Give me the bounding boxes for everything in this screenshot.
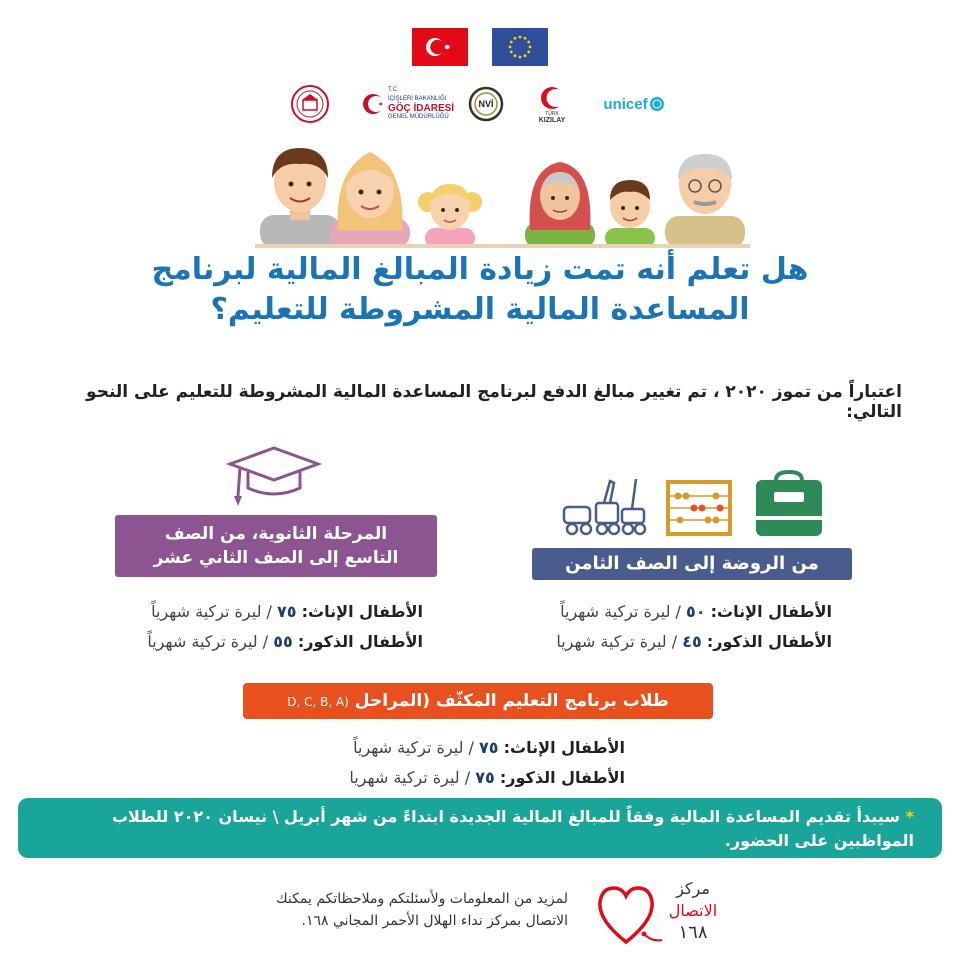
red-crescent-icon: [539, 85, 565, 111]
call-center-label: [660, 878, 726, 944]
girls-value: ٧٥: [277, 602, 297, 621]
girls-label: الأطفال الإناث:: [301, 602, 423, 621]
mother-figure: [330, 152, 410, 248]
unicef-text: unicef: [603, 95, 648, 113]
girl-figure: [418, 184, 482, 248]
father-figure: [260, 148, 340, 248]
eu-flag-icon: [492, 28, 548, 66]
nvi-logo: [466, 82, 506, 126]
goc-main: GÖÇ İDARESİ: [387, 103, 455, 114]
note-asterisk: *: [905, 807, 914, 826]
girls-unit: / ليرة تركية شهرياً: [560, 602, 681, 621]
call-center-number: ١٦٨: [678, 922, 708, 943]
boys-value: ٧٥: [475, 768, 495, 787]
primary-band: من الروضة إلى الصف الثامن: [532, 548, 852, 580]
boys-value: ٤٥: [682, 632, 702, 651]
intro-text: اعتباراً من تموز ٢٠٢٠ ، تم تغيير مبالغ الدفع لبرنامج المساعدة المالية المشروطة للتعليم على النحو التالي:: [86, 382, 902, 422]
boys-label: الأطفال الذكور:: [706, 632, 832, 651]
primary-girls-row: [532, 597, 832, 627]
intensive-girls-row: [305, 733, 625, 763]
secondary-boys-row: [123, 627, 423, 657]
boys-value: ٥٥: [273, 632, 293, 651]
graduation-cap-icon: [226, 444, 322, 510]
secondary-band: [115, 515, 437, 577]
toy-train-icon: [560, 473, 650, 539]
primary-amounts: [532, 597, 832, 657]
kizilay-line1: TÜRK: [545, 110, 559, 117]
goc-idaresi-logo: [358, 82, 458, 126]
goc-line2: İÇİŞLERİ BAKANLIĞI: [387, 96, 447, 102]
goc-crescent-icon: [362, 89, 384, 119]
headline: [120, 250, 840, 330]
boys-label: الأطفال الذكور:: [499, 768, 625, 787]
ministry-of-education-logo-icon: [288, 82, 332, 126]
abacus-icon: [664, 478, 734, 538]
girls-unit: / ليرة تركية شهرياً: [151, 602, 272, 621]
headline-line1: هل تعلم أنه تمت زيادة المبالغ المالية لبرنامج: [151, 252, 809, 287]
secondary-band-line2: التاسع إلى الصف الثاني عشر: [153, 548, 399, 568]
grandfather-figure: [665, 154, 745, 248]
kizilay-logo: [532, 82, 572, 126]
secondary-girls-row: [123, 597, 423, 627]
grandmother-figure: [525, 162, 595, 248]
girls-label: الأطفال الإناث:: [710, 602, 832, 621]
boys-unit: / ليرة تركية شهريا: [556, 632, 678, 651]
unicef-logo: [598, 82, 670, 126]
call-center-line1: مركز: [676, 879, 710, 898]
goc-line1: T.C.: [387, 87, 399, 93]
unicef-globe-icon: [649, 96, 665, 112]
kizilay-line2: KIZILAY: [538, 116, 566, 124]
girls-value: ٧٥: [479, 738, 499, 757]
girls-value: ٥٠: [686, 602, 706, 621]
nvi-text: NVİ: [478, 99, 494, 109]
turkey-flag-icon: [412, 28, 468, 66]
note-box: [18, 798, 942, 858]
headline-line2: المساعدة المالية المشروطة للتعليم؟: [210, 292, 750, 327]
intensive-band-main: طلاب برنامج التعليم المكثّف (المراحل: [354, 691, 669, 711]
boys-unit: / ليرة تركية شهريا: [349, 768, 471, 787]
goc-line3: GENEL MÜDÜRLÜĞÜ: [387, 114, 449, 120]
intensive-band: [243, 683, 713, 719]
primary-boys-row: [532, 627, 832, 657]
boys-unit: / ليرة تركية شهرياً: [147, 632, 269, 651]
intensive-boys-row: [305, 763, 625, 793]
boys-label: الأطفال الذكور:: [297, 632, 423, 651]
secondary-amounts: [123, 597, 423, 657]
note-text: سيبدأ تقديم المساعدة المالية وفقاً للمبالغ المالية الجديدة ابتداءً من شهر أبريل \ نيسان ٢٠٢٠ للطلاب المواظبين على الحضور.: [111, 807, 914, 850]
boy-figure: [605, 180, 655, 248]
call-center-line2: الاتصال: [668, 901, 718, 920]
schoolbag-icon: [752, 470, 826, 540]
illustration-baseline: [255, 244, 750, 248]
girls-unit: / ليرة تركية شهرياً: [353, 738, 474, 757]
contact-text: لمزيد من المعلومات ولأسئلتكم وملاحظاتكم يمكنك الاتصال بمركز نداء الهلال الأحمر المجاني ١٦٨.: [276, 891, 568, 929]
secondary-band-line1: المرحلة الثانوية، من الصف: [164, 524, 388, 544]
girls-label: الأطفال الإناث:: [503, 738, 625, 757]
intensive-amounts: [305, 733, 625, 793]
family-illustration: [250, 140, 750, 248]
intensive-band-letters: D, C, B, A): [287, 695, 349, 709]
